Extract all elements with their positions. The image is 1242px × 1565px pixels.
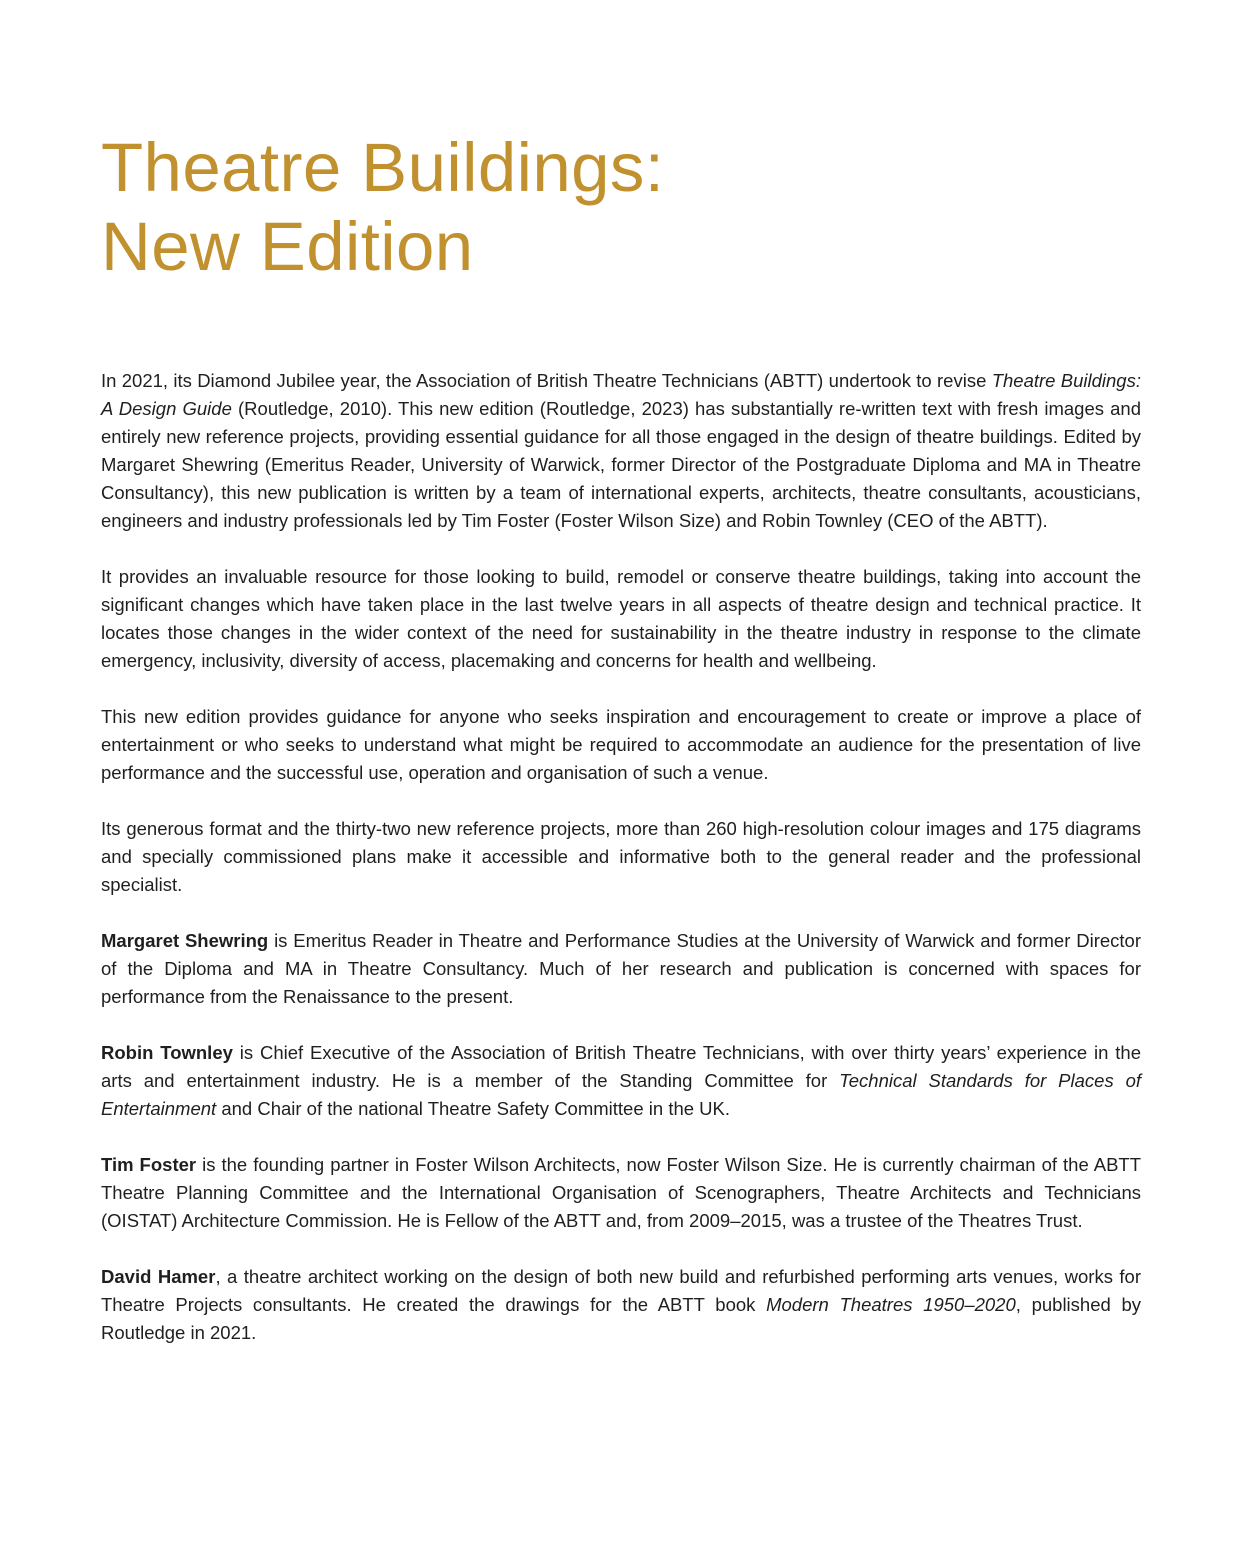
bio-foster <box>101 1151 1141 1235</box>
bio-name-townley: Robin Townley <box>101 1042 233 1063</box>
guidance-paragraph: This new edition provides guidance for anyone who seeks inspiration and encouragement to create or improve a place of entertainment or who seeks to understand what might be required to accommodate an audience for the presentation of live performance and the successful use, operation and organisation of such a venue. <box>101 706 1141 783</box>
bio-name-foster: Tim Foster <box>101 1154 197 1175</box>
bio-text-townley-2: and Chair of the national Theatre Safety Committee in the UK. <box>216 1098 731 1119</box>
bio-text-hamer-2: , published by Routledge in 2021. <box>101 1294 1141 1343</box>
format-paragraph: Its generous format and the thirty-two new reference projects, more than 260 high-resolution colour images and 175 diagrams and specially commissioned plans make it accessible and informative both to the general reader and the professional specialist. <box>101 818 1141 895</box>
intro-paragraph <box>101 367 1141 535</box>
page-title-line-2: New Edition <box>101 208 474 285</box>
bio-shewring <box>101 927 1141 1011</box>
bio-italic-townley: Technical Standards for Places of Entertainment <box>101 1070 1142 1119</box>
bio-text-townley-1: is Chief Executive of the Association of British Theatre Technicians, with over thirty years’ experience in the arts and entertainment industry. He is a member of the Standing Committee for <box>101 1042 1141 1091</box>
body-text <box>101 367 1141 1375</box>
bio-text-hamer-1: , a theatre architect working on the design of both new build and refurbished performing arts venues, works for Theatre Projects consultants. He created the drawings for the ABTT book <box>101 1266 1142 1315</box>
page-title-line-1: Theatre Buildings: <box>101 129 665 206</box>
intro-text-a: In 2021, its Diamond Jubilee year, the Association of British Theatre Technicians (ABTT) undertook to revise <box>101 370 992 391</box>
resource-paragraph: It provides an invaluable resource for those looking to build, remodel or conserve theatre buildings, taking into account the significant changes which have taken place in the last twelve years in all aspects of theatre design and technical practice. It locates those changes in the wider context of the need for sustainability in the theatre industry in response to the climate emergency, inclusivity, diversity of access, placemaking and concerns for health and wellbeing. <box>101 566 1141 671</box>
intro-text-c: (Routledge, 2010). This new edition (Routledge, 2023) has substantially re-written text with fresh images and entirely new reference projects, providing essential guidance for all those engaged in the design of theatre buildings. Edited by Margaret Shewring (Emeritus Reader, University of Warwick, former Director of the Postgraduate Diploma and MA in Theatre Consultancy), this new publication is written by a team of international experts, architects, theatre consultants, acousticians, engineers and industry professionals led by Tim Foster (Foster Wilson Size) and Robin Townley (CEO of the ABTT). <box>101 398 1142 531</box>
bio-townley <box>101 1039 1141 1123</box>
page-title <box>101 128 1141 286</box>
bio-text-foster: is the founding partner in Foster Wilson Architects, now Foster Wilson Size. He is currently chairman of the ABTT Theatre Planning Committee and the International Organisation of Scenographers, Theatre Architects and Technicians (OISTAT) Architecture Commission. He is Fellow of the ABTT and, from 2009–2015, was a trustee of the Theatres Trust. <box>101 1154 1142 1231</box>
bio-name-shewring: Margaret Shewring <box>101 930 269 951</box>
bio-hamer <box>101 1263 1141 1347</box>
book-title-italic: Theatre Buildings: A Design Guide <box>101 370 1141 419</box>
bio-text-shewring: is Emeritus Reader in Theatre and Performance Studies at the University of Warwick and former Director of the Diploma and MA in Theatre Consultancy. Much of her research and publication is concerned with spaces for performance from the Renaissance to the present. <box>101 930 1141 1007</box>
bio-name-hamer: David Hamer <box>101 1266 216 1287</box>
bio-italic-hamer: Modern Theatres 1950–2020 <box>766 1294 1016 1315</box>
